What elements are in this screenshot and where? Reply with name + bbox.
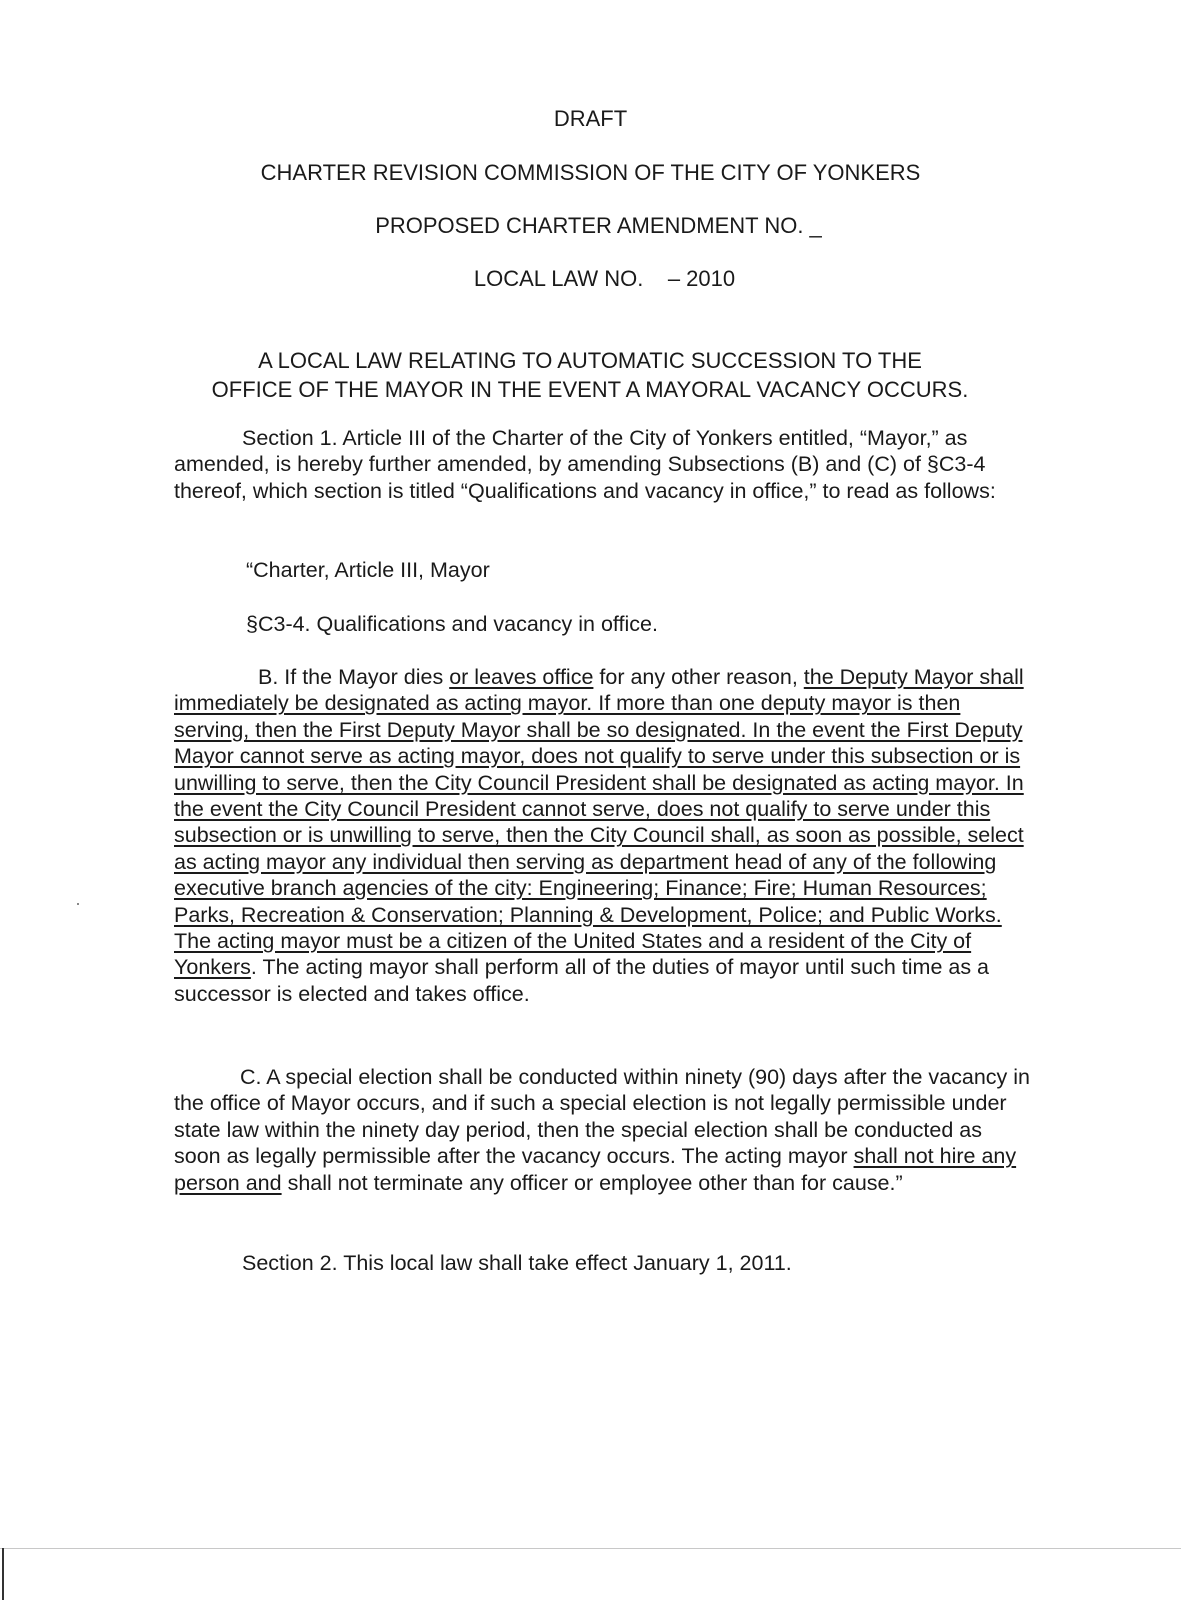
section-2-text: Section 2. This local law shall take effect January 1, 2011. xyxy=(242,1251,792,1275)
section-1-paragraph xyxy=(174,425,1034,504)
subsection-b-inserted-2: the Deputy Mayor shall immediately be designated as acting mayor. If more than one deputy mayor is then serving, then the First Deputy Mayor shall be so designated. In the event the First Deputy Mayor cannot serve as acting mayor, does not qualify to serve under this subsection or is unwilling to serve, then the City Council President shall be designated as acting mayor. In the event the City Council President cannot serve, does not qualify to serve under this subsection or is unwilling to serve, then the City Council shall, as soon as possible, select as acting mayor any individual then serving as department head of any of the following executive branch agencies of the city: Engineering; Finance; Fire; Human Resources; Parks, Recreation & Conservation; Planning & Development, Police; and Public Works. The acting mayor must be a citizen of the United States and a resident of the City of Yonkers xyxy=(174,665,1024,980)
subsection-c-text-2: shall not terminate any officer or employee other than for cause.” xyxy=(281,1170,903,1195)
subsection-b-inserted-1: or leaves office xyxy=(449,665,594,689)
law-title-line-1: A LOCAL LAW RELATING TO AUTOMATIC SUCCESSION TO THE xyxy=(258,348,922,373)
local-law-heading: LOCAL LAW NO. – 2010 xyxy=(473,266,736,291)
draft-label: DRAFT xyxy=(553,106,628,131)
scan-speck xyxy=(77,903,79,905)
section-c3-4-heading: §C3-4. Qualifications and vacancy in office. xyxy=(246,612,658,636)
subsection-b-paragraph xyxy=(174,664,1034,1007)
scan-left-edge xyxy=(2,1548,4,1600)
scan-bottom-rule xyxy=(0,1548,1181,1549)
subsection-c-text-1: C. A special election shall be conducted within ninety (90) days after the vacancy in the office of Mayor occurs, and if such a special election is not legally permissible under state law within the ninety day period, then the special election shall be conducted as soon as legally permissible after the vacancy occurs. The acting mayor xyxy=(174,1065,1030,1169)
subsection-c-inserted: shall not hire any person and xyxy=(174,1144,1017,1195)
section-1-text: Section 1. Article III of the Charter of the City of Yonkers entitled, “Mayor,” as amended, is hereby further amended, by amending Subsections (B) and (C) of §C3-4 thereof, which section is titled “Qualifications and vacancy in office,” to read as follows: xyxy=(174,426,996,503)
amendment-heading: PROPOSED CHARTER AMENDMENT NO. _ xyxy=(375,213,822,238)
commission-heading: CHARTER REVISION COMMISSION OF THE CITY OF YONKERS xyxy=(260,160,921,185)
law-title xyxy=(140,346,1040,404)
subsection-b-text-2: for any other reason, xyxy=(593,665,804,689)
law-title-line-2: OFFICE OF THE MAYOR IN THE EVENT A MAYORAL VACANCY OCCURS. xyxy=(211,377,969,402)
subsection-b-text-3: . The acting mayor shall perform all of the duties of mayor until such time as a successor is elected and takes office. xyxy=(174,955,990,1006)
charter-reference: “Charter, Article III, Mayor xyxy=(246,558,490,582)
subsection-c-paragraph xyxy=(174,1064,1034,1196)
subsection-b-text-1: B. If the Mayor dies xyxy=(258,665,450,689)
